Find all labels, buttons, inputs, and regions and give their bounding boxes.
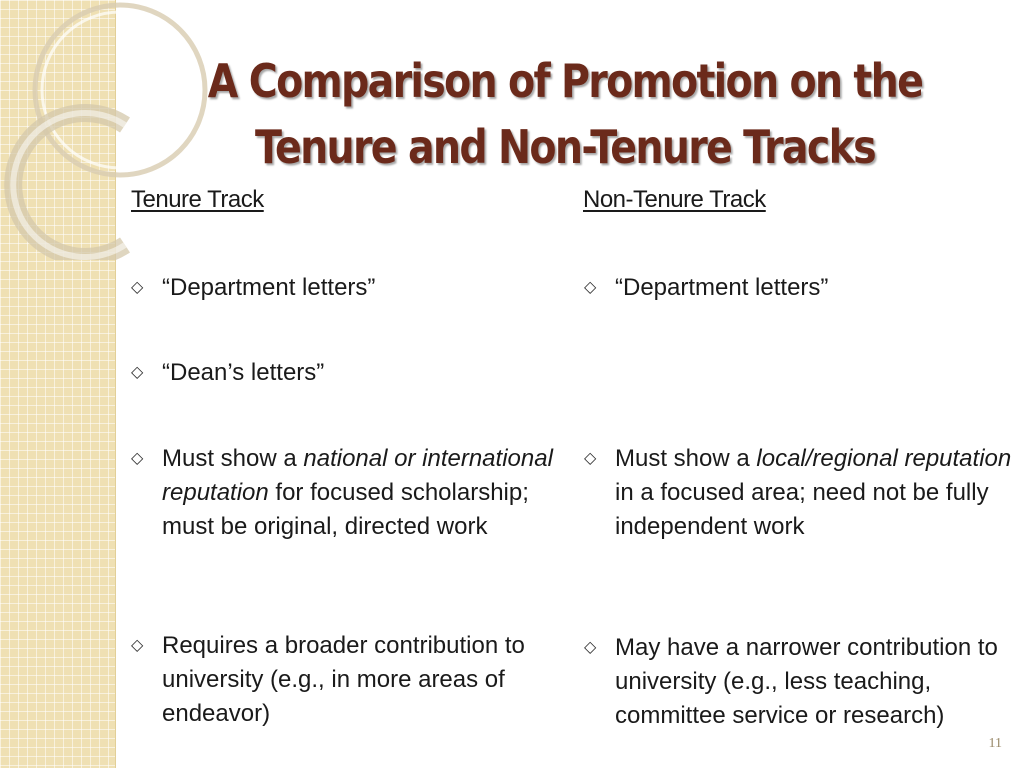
- tenure-item-deans-letters: [131, 356, 567, 390]
- page-number: 11: [988, 736, 1002, 751]
- title-line-1: A Comparison of Promotion on the: [207, 54, 923, 108]
- diamond-bullet-icon: ◇: [131, 279, 144, 296]
- item-text: May have a narrower contribution to university (e.g., less teaching, committee service or research): [615, 634, 998, 729]
- nontenure-item-contribution: [584, 631, 1020, 733]
- non-tenure-track-heading: Non-Tenure Track: [583, 186, 766, 213]
- tenure-item-contribution: [131, 629, 567, 731]
- nontenure-item-department-letters: [584, 271, 1020, 305]
- item-text: “Dean’s letters”: [162, 359, 325, 386]
- item-text: “Department letters”: [615, 274, 829, 301]
- item-text-post: for focused scholarship; must be original, directed work: [162, 479, 529, 540]
- tenure-track-heading: Tenure Track: [131, 186, 264, 213]
- diamond-bullet-icon: ◇: [131, 450, 144, 467]
- item-text-pre: Must show a: [615, 445, 757, 472]
- title-line-2: Tenure and Non-Tenure Tracks: [254, 120, 876, 174]
- item-text-italic: local/regional reputation: [756, 445, 1012, 472]
- diamond-bullet-icon: ◇: [584, 279, 597, 296]
- diamond-bullet-icon: ◇: [584, 639, 597, 656]
- diamond-bullet-icon: ◇: [131, 637, 144, 654]
- item-text: Requires a broader contribution to university (e.g., in more areas of endeavor): [162, 632, 525, 727]
- item-text-italic: national or international reputation: [162, 445, 553, 506]
- diamond-bullet-icon: ◇: [584, 450, 597, 467]
- tenure-item-department-letters: [131, 271, 567, 305]
- item-text-pre: Must show a: [162, 445, 304, 472]
- diamond-bullet-icon: ◇: [131, 364, 144, 381]
- tenure-item-reputation: [131, 442, 567, 544]
- item-text: “Department letters”: [162, 274, 376, 301]
- nontenure-item-reputation: [584, 442, 1020, 544]
- slide-title: [178, 48, 952, 180]
- item-text-post: in a focused area; need not be fully independent work: [615, 479, 989, 540]
